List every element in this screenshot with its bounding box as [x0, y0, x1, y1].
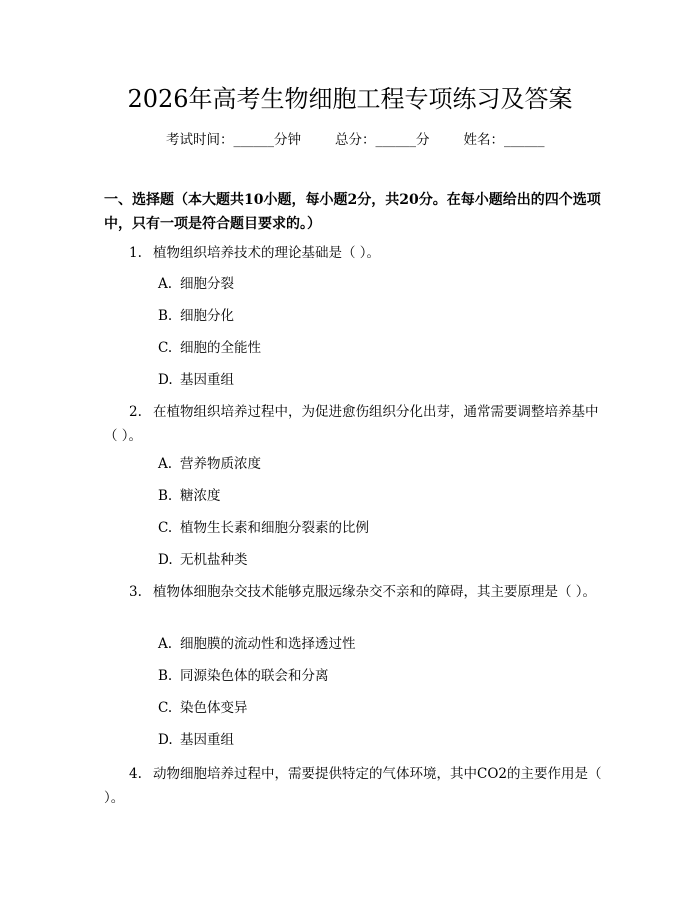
option-letter: B.	[158, 308, 173, 324]
question-2-option-c	[158, 518, 369, 538]
option-letter: C.	[158, 340, 173, 356]
option-letter: A.	[158, 456, 173, 472]
question-1-option-b	[158, 306, 234, 326]
option-text: 营养物质浓度	[180, 456, 261, 472]
question-1	[104, 241, 604, 265]
option-text: 同源染色体的联会和分离	[180, 668, 329, 684]
student-name-field: 姓名：______	[463, 132, 545, 148]
page-title: 2026年高考生物细胞工程专项练习及答案	[127, 85, 573, 113]
question-2-option-a	[158, 454, 261, 474]
option-letter: A.	[158, 636, 173, 652]
question-3-option-a	[158, 634, 356, 654]
option-letter: C.	[158, 520, 173, 536]
option-text: 细胞分裂	[180, 276, 234, 292]
question-text: 植物组织培养技术的理论基础是（ ）。	[153, 245, 381, 261]
option-text: 细胞分化	[180, 308, 234, 324]
option-text: 染色体变异	[180, 700, 248, 716]
option-text: 糖浓度	[180, 488, 221, 504]
question-number: 4.	[129, 766, 142, 782]
question-number: 1.	[129, 245, 142, 261]
question-1-option-a	[158, 274, 234, 294]
option-letter: A.	[158, 276, 173, 292]
question-1-option-c	[158, 338, 261, 358]
total-score-field: 总分：______分	[335, 132, 430, 148]
exam-info-line	[166, 130, 545, 150]
option-text: 细胞的全能性	[180, 340, 261, 356]
option-text: 基因重组	[180, 732, 234, 748]
question-3-option-b	[158, 666, 329, 686]
question-4	[104, 762, 604, 810]
question-text: 在植物组织培养过程中，为促进愈伤组织分化出芽，通常需要调整培养基中（ ）。	[104, 404, 599, 444]
question-1-option-d	[158, 370, 234, 390]
option-letter: D.	[158, 552, 173, 568]
question-3-option-d	[158, 730, 234, 750]
option-text: 植物生长素和细胞分裂素的比例	[180, 520, 369, 536]
option-letter: C.	[158, 700, 173, 716]
option-text: 细胞膜的流动性和选择透过性	[180, 636, 356, 652]
exam-time-field: 考试时间：______分钟	[166, 132, 301, 148]
option-letter: B.	[158, 668, 173, 684]
question-text: 动物细胞培养过程中，需要提供特定的气体环境，其中CO2的主要作用是（ ）。	[104, 766, 602, 806]
question-2-option-b	[158, 486, 221, 506]
option-letter: B.	[158, 488, 173, 504]
question-number: 2.	[129, 404, 142, 420]
option-text: 无机盐种类	[180, 552, 248, 568]
option-letter: D.	[158, 372, 173, 388]
question-3	[104, 580, 604, 604]
option-text: 基因重组	[180, 372, 234, 388]
section-heading: 一、选择题（本大题共10小题，每小题2分，共20分。在每小题给出的四个选项中，只有一项是符合题目要求的。）	[104, 192, 601, 232]
question-number: 3.	[129, 584, 142, 600]
option-letter: D.	[158, 732, 173, 748]
question-3-option-c	[158, 698, 248, 718]
question-text: 植物体细胞杂交技术能够克服远缘杂交不亲和的障碍，其主要原理是（ ）。	[153, 584, 597, 600]
question-2-option-d	[158, 550, 248, 570]
question-2	[104, 400, 604, 448]
